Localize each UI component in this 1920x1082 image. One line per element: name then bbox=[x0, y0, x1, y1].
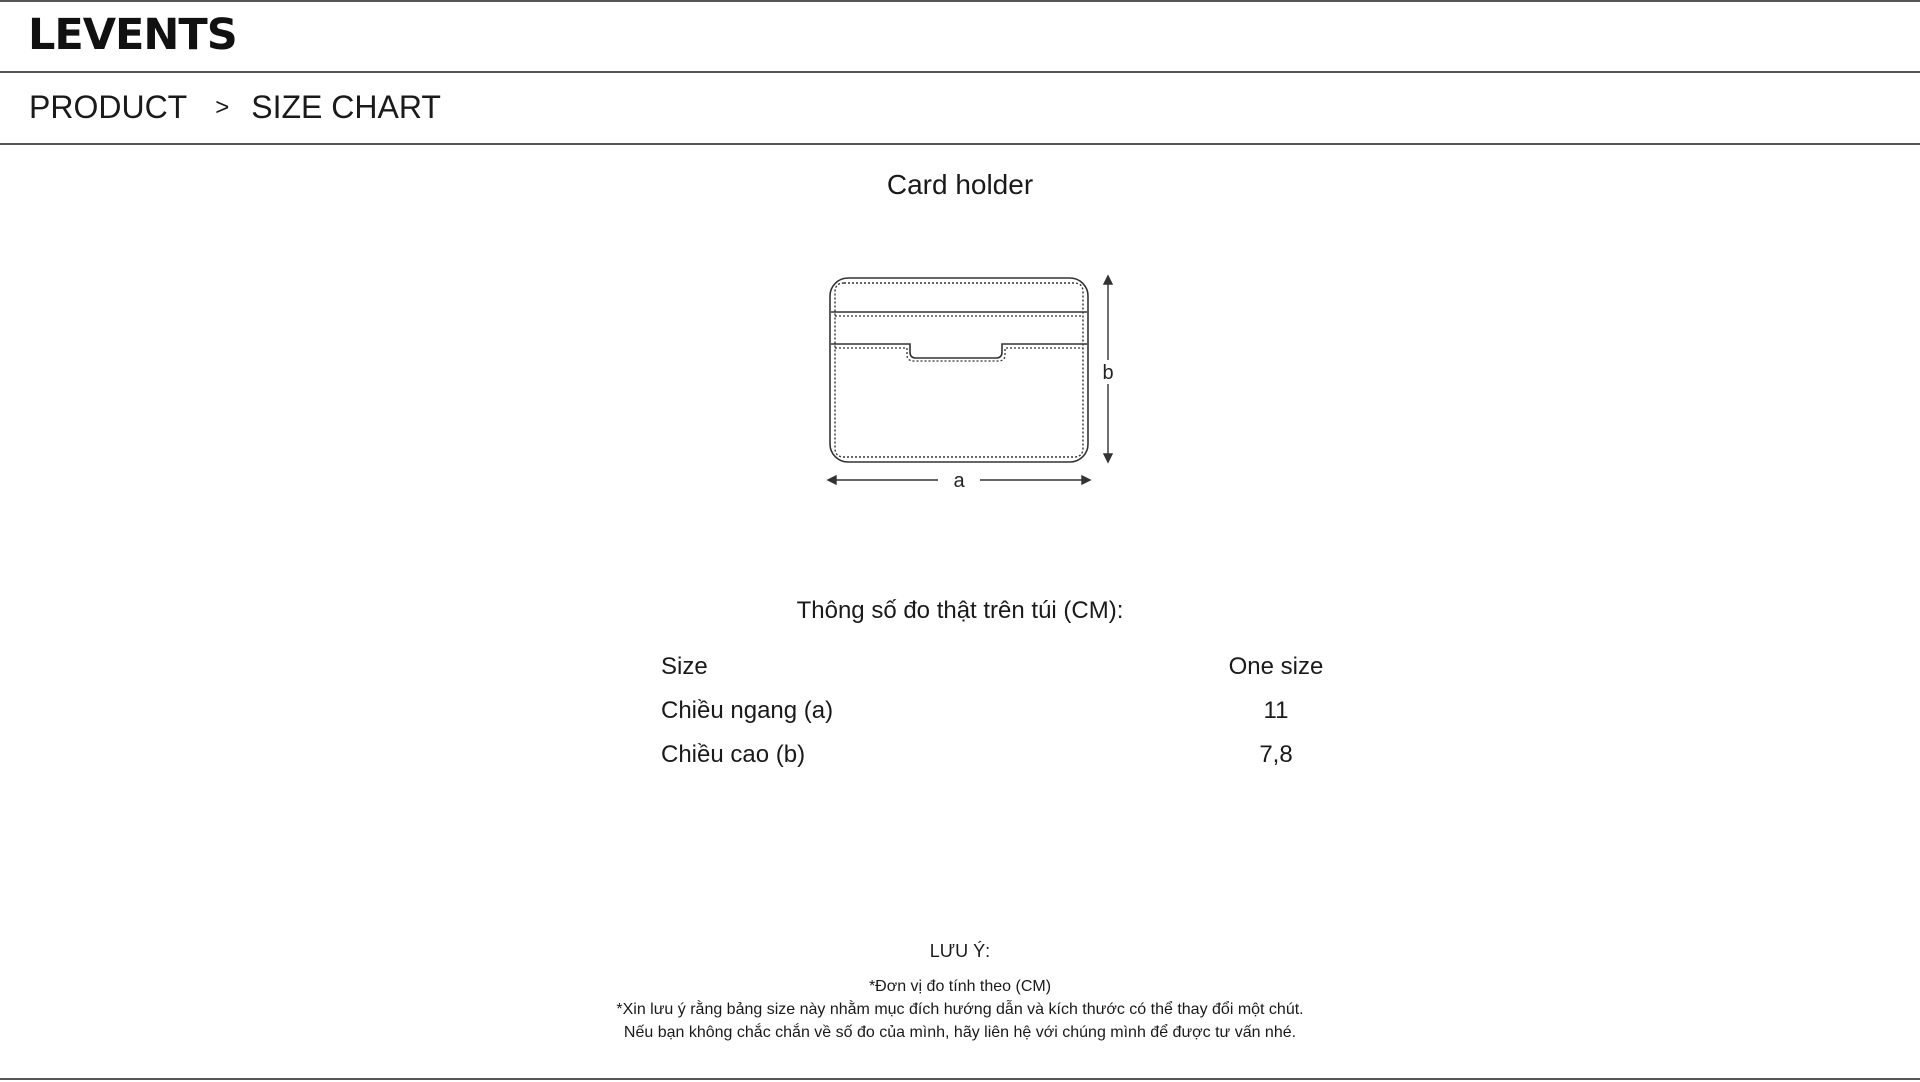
note-line: *Xin lưu ý rằng bảng size này nhằm mục đích hướng dẫn và kích thước có thể thay đổi một chút. bbox=[616, 1001, 1304, 1018]
breadcrumb-current: SIZE CHART bbox=[251, 89, 441, 125]
height-arrow-head-bottom bbox=[1104, 454, 1112, 462]
table-row bbox=[651, 689, 1371, 733]
card-slot-front bbox=[831, 344, 1087, 358]
width-label: a bbox=[953, 470, 965, 492]
card-holder-diagram bbox=[820, 268, 1120, 498]
breadcrumb-divider bbox=[0, 143, 1920, 145]
row-value: 11 bbox=[1263, 697, 1289, 724]
row-value: One size bbox=[1228, 653, 1324, 680]
notes-heading: LƯU Ý: bbox=[929, 941, 991, 961]
table-row bbox=[651, 733, 1371, 777]
product-title: Card holder bbox=[886, 169, 1034, 200]
width-arrow-head-right bbox=[1082, 476, 1090, 484]
row-label: Chiều cao (b) bbox=[661, 741, 806, 768]
brand-logo[interactable]: LEVENTS bbox=[28, 10, 237, 60]
row-value: 7,8 bbox=[1259, 741, 1293, 768]
table-row bbox=[651, 645, 1371, 689]
card-slot-front-stitch bbox=[835, 348, 1083, 361]
height-arrow-head-top bbox=[1104, 276, 1112, 284]
height-label: b bbox=[1102, 362, 1114, 384]
breadcrumb-separator: > bbox=[215, 93, 230, 121]
note-line: Nếu bạn không chắc chắn về số đo của mình, hãy liên hệ với chúng mình để được tư vấn nhé. bbox=[623, 1024, 1297, 1041]
size-table bbox=[651, 645, 1371, 777]
breadcrumb bbox=[29, 89, 441, 126]
card-holder-stitching bbox=[835, 283, 1083, 457]
card-holder-outline bbox=[830, 278, 1088, 462]
measurements-heading: Thông số đo thật trên túi (CM): bbox=[796, 597, 1124, 624]
notes-block bbox=[0, 975, 1920, 1044]
header-divider bbox=[0, 71, 1920, 73]
bottom-border bbox=[0, 1078, 1920, 1080]
breadcrumb-product-link[interactable]: PRODUCT bbox=[29, 89, 188, 125]
row-label: Chiều ngang (a) bbox=[661, 697, 834, 724]
width-arrow-head-left bbox=[828, 476, 836, 484]
note-line: *Đơn vị đo tính theo (CM) bbox=[868, 978, 1052, 995]
top-border bbox=[0, 0, 1920, 2]
row-label: Size bbox=[661, 653, 708, 680]
